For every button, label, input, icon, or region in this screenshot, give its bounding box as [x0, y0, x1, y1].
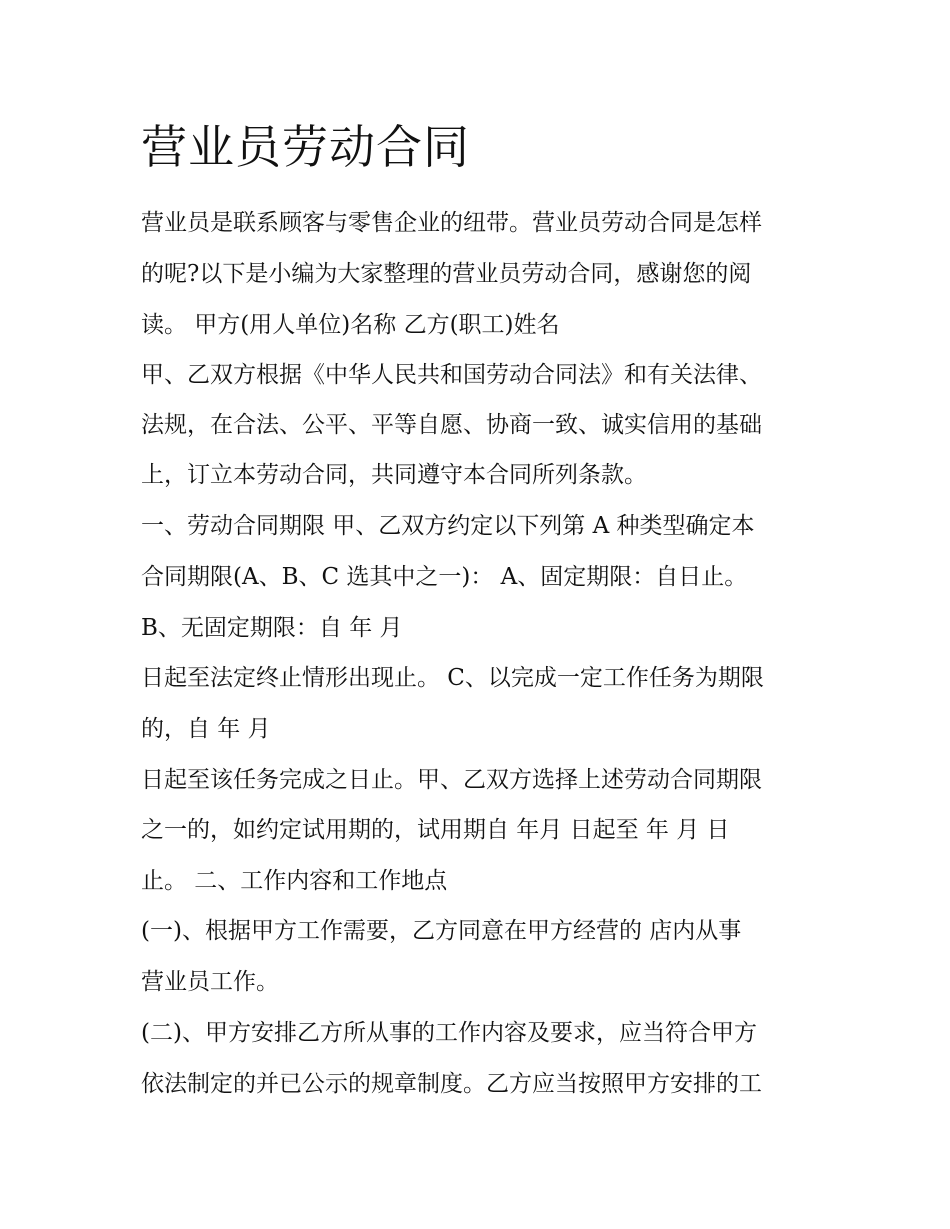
body-line-6: 上，订立本劳动合同，共同遵守本合同所列条款。	[141, 462, 647, 488]
body-line-14: 止。 二、工作内容和工作地点	[141, 868, 448, 894]
body-line-12: 日起至该任务完成之日止。甲、乙双方选择上述劳动合同期限	[141, 767, 762, 793]
body-line-10: 日起至法定终止情形出现止。 C、以完成一定工作任务为期限	[141, 665, 764, 691]
body-line-3: 读。 甲方(用人单位)名称 乙方(职工)姓名	[141, 312, 560, 338]
body-line-15: (一)、根据甲方工作需要，乙方同意在甲方经营的 店内从事	[141, 918, 742, 944]
body-line-8: 合同期限(A、B、C 选其中之一)： A、固定期限：自日止。	[141, 564, 748, 590]
body-line-17: (二)、甲方安排乙方所从事的工作内容及要求，应当符合甲方	[141, 1020, 757, 1046]
body-line-7: 一、劳动合同期限 甲、乙双方约定以下列第 A 种类型确定本	[141, 513, 755, 539]
body-line-2: 的呢?以下是小编为大家整理的营业员劳动合同，感谢您的阅	[141, 261, 752, 287]
body-line-11: 的，自 年 月	[141, 716, 271, 742]
body-line-16: 营业员工作。	[141, 969, 279, 995]
body-line-1: 营业员是联系顾客与零售企业的纽带。营业员劳动合同是怎样	[141, 210, 762, 236]
body-line-9: B、无固定期限：自 年 月	[141, 615, 403, 641]
body-line-4: 甲、乙双方根据《中华人民共和国劳动合同法》和有关法律、	[141, 362, 762, 388]
body-line-18: 依法制定的并已公示的规章制度。乙方应当按照甲方安排的工	[141, 1071, 762, 1097]
document-title: 营业员劳动合同	[141, 120, 470, 174]
body-line-13: 之一的，如约定试用期的，试用期自 年月 日起至 年 月 日	[141, 817, 730, 843]
body-line-5: 法规，在合法、公平、平等自愿、协商一致、诚实信用的基础	[141, 412, 762, 438]
